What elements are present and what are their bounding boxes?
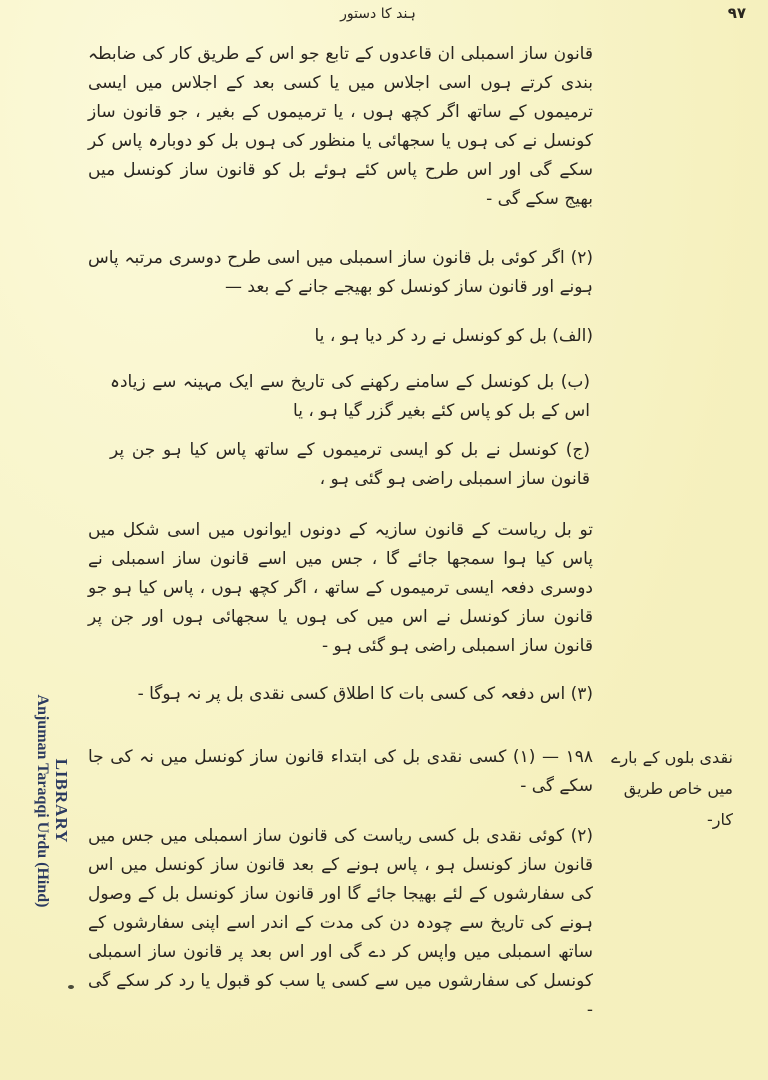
margin-note: نقدی بلوں کے بارے میں خاص طریق کار- (611, 748, 733, 829)
page-header (0, 4, 768, 30)
paragraph-3 (88, 516, 593, 661)
section-198-2-text: (۲) کوئی نقدی بل کسی ریاست کی قانون ساز اسمبلی میں جس میں قانون ساز کونسل ہو ، پاس ہونے کے بعد قانون ساز کونسل میں اس کی سفارشوں کے لئے بھیجا جائے گا اور قانون ساز کونسل بل کے وصول ہونے کی تاریخ سے چودہ دن کی مدت کے اندر اسے اپنی سفارشوں کے ساتھ اسمبلی میں واپس کر دے گی اور اس بعد پر قانون ساز اسمبلی کونسل کی سفارشوں میں سے کسی یا سب کو قبول یا رد کر سکے گی - (88, 826, 593, 1020)
library-stamp-text (33, 695, 71, 908)
stamp-line-anjuman: Anjuman Taraqqi Urdu (Hind) (34, 694, 51, 908)
paragraph-4 (88, 680, 593, 709)
clause-a (88, 322, 593, 351)
paragraph-2-text: (۲) اگر کوئی بل قانون ساز اسمبلی میں اسی طرح دوسری مرتبہ پاس ہونے اور قانون ساز کونسل کو بھیجے جانے کے بعد — (88, 248, 593, 297)
stamp-line-library: LIBRARY (52, 758, 71, 844)
clause-b (110, 368, 598, 426)
clause-a-text: (الف) بل کو کونسل نے رد کر دیا ہو ، یا (314, 326, 593, 346)
page-number: ۹۷ (727, 4, 746, 22)
clause-c-text: (ج) کونسل نے بل کو ایسی ترمیموں کے ساتھ پاس کیا ہو جن پر قانون ساز اسمبلی راضی ہو گئی ہو ، (110, 440, 590, 489)
clause-b-text: (ب) بل کونسل کے سامنے رکھنے کی تاریخ سے ایک مہینہ سے زیادہ اس کے بل کو پاس کئے بغیر گزر گیا ہو ، یا (110, 372, 590, 421)
ink-spot (68, 985, 74, 989)
clause-c (110, 436, 598, 494)
section-198-2 (88, 822, 593, 1025)
running-title: ہند کا دستور (340, 6, 416, 22)
section-198-1 (88, 743, 593, 801)
paragraph-4-text: (۳) اس دفعہ کی کسی بات کا اطلاق کسی نقدی بل پر نہ ہوگا - (137, 684, 593, 704)
paragraph-3-text: تو بل ریاست کے قانون سازیہ کے دونوں ایوانوں میں اسی شکل میں پاس کیا ہوا سمجھا جائے گا ، جس میں اسے قانون ساز اسمبلی نے دوسری دفعہ ایسی ترمیموں کے ساتھ ، اگر کچھ ہوں ، پاس کیا ہو جو قانون ساز کونسل نے اس میں کی ہوں یا سجھائی ہوں اور جن پر قانون ساز اسمبلی راضی ہو گئی ہو - (88, 520, 593, 656)
section-198-1-text: ۱۹۸ — (۱) کسی نقدی بل کی ابتداء قانون ساز کونسل میں نہ کی جا سکے گی - (88, 747, 593, 796)
paragraph-2 (88, 244, 593, 302)
paragraph-1 (88, 40, 593, 214)
library-stamp (14, 696, 90, 906)
paragraph-1-text: قانون ساز اسمبلی ان قاعدوں کے تابع جو اس کے طریق کار کی ضابطہ بندی کرتے ہوں اسی اجلاس میں یا کسی بعد کے اجلاس میں ایسی ترمیموں کے ساتھ اگر کچھ ہوں ، یا ترمیموں کے بغیر ، جو قانون ساز کونسل نے کی ہوں یا سجھائی یا منظور کی ہوں بل کو دوبارہ پاس کر سکے گی اور اس طرح پاس کئے ہوئے بل کو قانون ساز کونسل میں بھیج سکے گی - (88, 44, 593, 209)
